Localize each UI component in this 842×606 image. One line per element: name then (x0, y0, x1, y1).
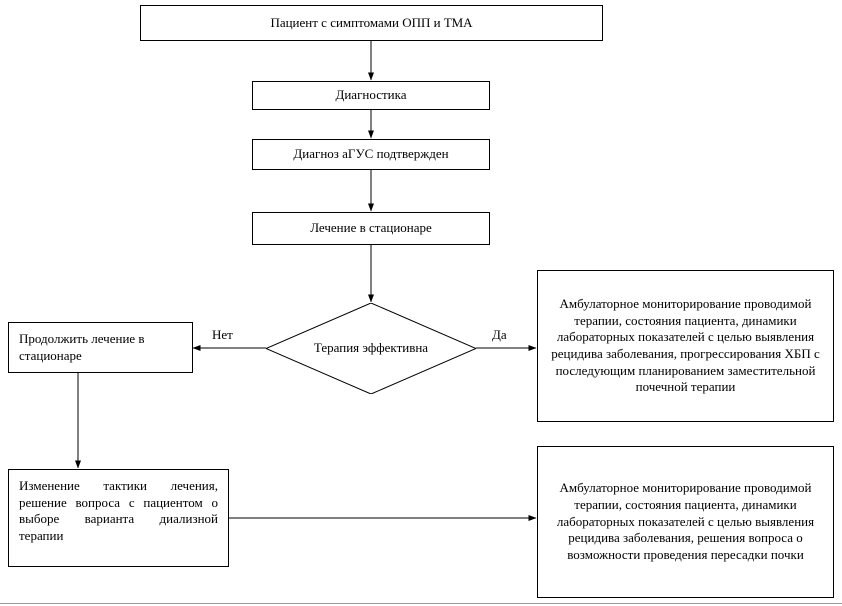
node-diagnostics (252, 81, 490, 110)
node-confirmed (252, 139, 490, 170)
node-continue-inpatient (8, 322, 193, 373)
bottom-divider (0, 603, 842, 604)
node-decision-label (266, 303, 476, 394)
node-outpatient-monitoring-top (537, 270, 834, 422)
node-inpatient (252, 212, 490, 245)
node-outpatient-monitoring-bottom-label: Амбулаторное мониторирование проводимой терапии, состояния пациента, динамики лабораторных показателей с целью выявления рецидива заболевания, решения вопроса о возможности проведения пересадки почки (556, 480, 815, 562)
node-continue-inpatient-label: Продолжить лечение в стационаре (19, 330, 145, 363)
node-inpatient-label: Лечение в стационаре (310, 220, 432, 236)
node-change-tactics (8, 469, 229, 567)
node-decision-text: Терапия эффективна (313, 340, 429, 356)
node-decision (266, 303, 476, 394)
node-change-tactics-label: Изменение тактики лечения, решение вопроса с пациентом о выборе варианта диализной терапии (19, 478, 218, 543)
node-outpatient-monitoring-top-label: Амбулаторное мониторирование проводимой терапии, состояния пациента, динамики лабораторных показателей с целью выявления рецидива заболевания, прогрессирования ХБП с последующим планированием заместительной почечной терапии (551, 296, 820, 395)
node-patient-label: Пациент с симптомами ОПП и ТМА (270, 14, 473, 30)
node-outpatient-monitoring-bottom (537, 446, 834, 598)
edge-label-yes: Да (492, 327, 507, 342)
node-confirmed-label: Диагноз аГУС подтвержден (293, 146, 449, 162)
node-patient (140, 5, 603, 41)
edge-label-no: Нет (212, 327, 233, 342)
node-diagnostics-label: Диагностика (335, 87, 407, 103)
